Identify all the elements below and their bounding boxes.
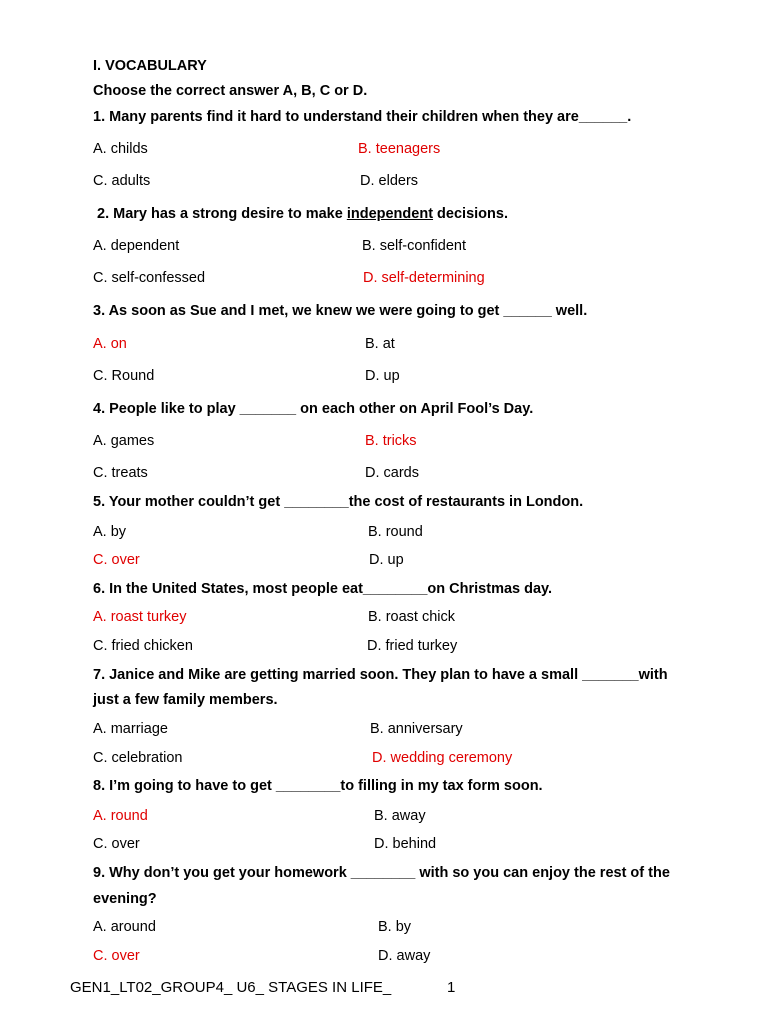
footer-label: GEN1_LT02_GROUP4_ U6_ STAGES IN LIFE_ <box>70 979 392 996</box>
q4-option-a: A. games <box>93 433 155 449</box>
q1-option-d: D. elders <box>360 173 419 189</box>
question-3: 3. As soon as Sue and I met, we knew we were going to get ______ well. <box>93 303 588 319</box>
q5-option-b: B. round <box>368 524 423 540</box>
q8-option-c: C. over <box>93 836 140 852</box>
question-2 <box>97 205 508 223</box>
question-7-line-1: 7. Janice and Mike are getting married soon. They plan to have a small _______with <box>93 667 668 683</box>
question-2-underlined-word: independent <box>346 206 434 222</box>
q4-option-c: C. treats <box>93 465 148 481</box>
q3-option-c: C. Round <box>93 368 155 384</box>
q8-option-b: B. away <box>374 808 426 824</box>
question-2-text-before: 2. Mary has a strong desire to make <box>97 206 347 222</box>
q2-option-b: B. self-confident <box>362 238 466 254</box>
q4-option-d: D. cards <box>365 465 419 481</box>
question-9-line-1: 9. Why don’t you get your homework ________ with so you can enjoy the rest of the <box>93 865 670 881</box>
q9-option-b: B. by <box>378 919 412 935</box>
question-7-line-2: just a few family members. <box>93 692 278 708</box>
q3-option-b: B. at <box>365 336 395 352</box>
section-title: I. VOCABULARY <box>93 58 207 74</box>
question-8: 8. I’m going to have to get ________to filling in my tax form soon. <box>93 778 543 794</box>
q8-option-d: D. behind <box>374 836 437 852</box>
q6-option-a-answer: A. roast turkey <box>93 609 187 625</box>
q3-option-d: D. up <box>365 368 400 384</box>
question-2-text-after: decisions. <box>433 206 508 222</box>
q7-option-d-answer: D. wedding ceremony <box>372 750 513 766</box>
question-6: 6. In the United States, most people eat________on Christmas day. <box>93 581 553 597</box>
question-4: 4. People like to play _______ on each other on April Fool’s Day. <box>93 401 534 417</box>
q6-option-d: D. fried turkey <box>367 638 458 654</box>
q7-option-b: B. anniversary <box>370 721 463 737</box>
q9-option-a: A. around <box>93 919 156 935</box>
q9-option-d: D. away <box>378 948 431 964</box>
question-9-line-2: evening? <box>93 891 157 907</box>
q3-option-a-answer: A. on <box>93 336 127 352</box>
q7-option-c: C. celebration <box>93 750 183 766</box>
q1-option-c: C. adults <box>93 173 151 189</box>
instruction: Choose the correct answer A, B, C or D. <box>93 83 368 99</box>
question-1: 1. Many parents find it hard to understand their children when they are______. <box>93 109 632 125</box>
q6-option-c: C. fried chicken <box>93 638 193 654</box>
q9-option-c-answer: C. over <box>93 948 140 964</box>
q5-option-d: D. up <box>369 552 404 568</box>
footer-page-number: 1 <box>447 979 456 996</box>
q5-option-c-answer: C. over <box>93 552 140 568</box>
q2-option-d-answer: D. self-determining <box>363 270 485 286</box>
q1-option-a: A. childs <box>93 141 148 157</box>
q7-option-a: A. marriage <box>93 721 168 737</box>
question-5: 5. Your mother couldn’t get ________the cost of restaurants in London. <box>93 494 584 510</box>
q4-option-b-answer: B. tricks <box>365 433 417 449</box>
q2-option-a: A. dependent <box>93 238 180 254</box>
q1-option-b-answer: B. teenagers <box>358 141 441 157</box>
q5-option-a: A. by <box>93 524 127 540</box>
q8-option-a-answer: A. round <box>93 808 148 824</box>
q2-option-c: C. self-confessed <box>93 270 206 286</box>
q6-option-b: B. roast chick <box>368 609 456 625</box>
